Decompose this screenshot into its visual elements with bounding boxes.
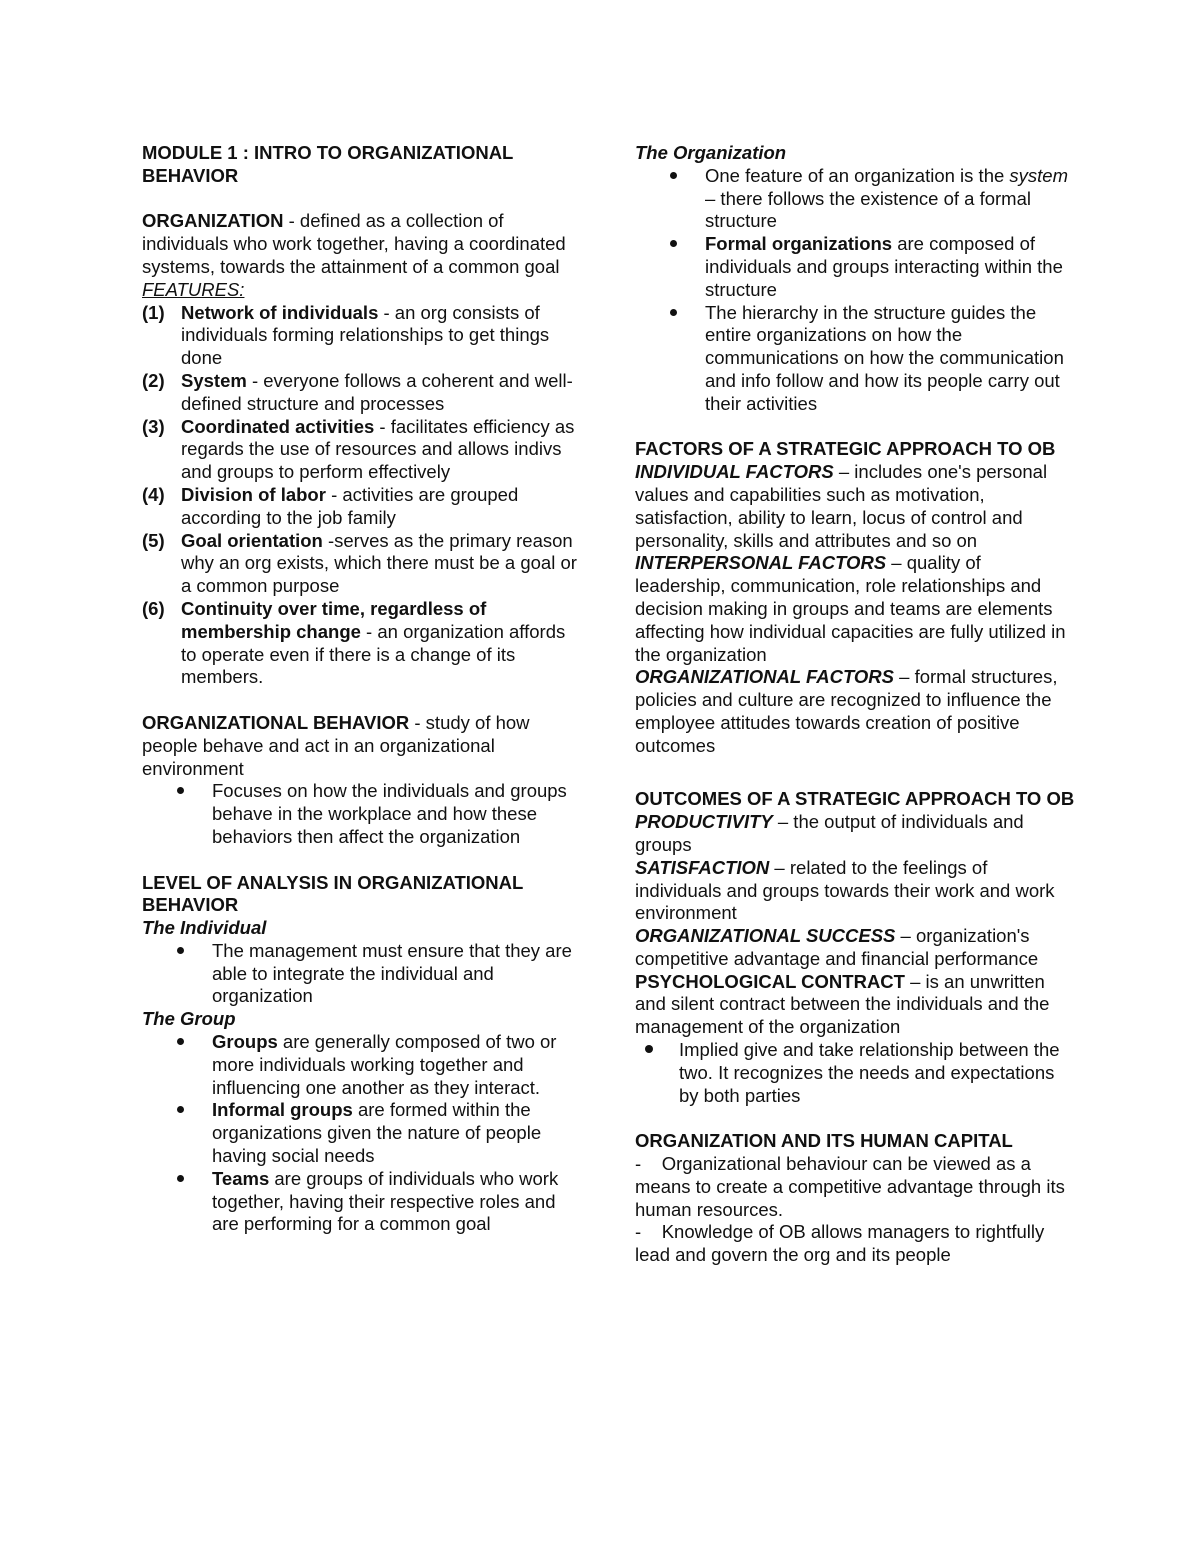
feature-item bbox=[142, 302, 582, 370]
bullet-icon bbox=[177, 1106, 184, 1113]
ob-definition bbox=[142, 712, 582, 780]
bullet-text: are generally composed of two or more individuals working together and influencing one another as they interact. bbox=[212, 1031, 557, 1098]
feature-desc: - activities are grouped according to the job family bbox=[181, 483, 519, 528]
factor-item bbox=[635, 666, 1075, 757]
group-bullets bbox=[142, 1031, 582, 1236]
bullet-term: Teams bbox=[212, 1167, 270, 1189]
list-item bbox=[142, 1168, 582, 1236]
outcome-desc: – related to the feelings of individuals and groups towards their work and work environment bbox=[635, 856, 1055, 924]
bullet-text: The hierarchy in the structure guides the entire organizations on how the communications on how the communication and info follow and how its people carry out their activities bbox=[705, 301, 1064, 414]
organization-definition bbox=[142, 210, 582, 278]
capital-title: ORGANIZATION AND ITS HUMAN CAPITAL bbox=[635, 1130, 1013, 1152]
outcome-item bbox=[635, 857, 1075, 925]
features-label: FEATURES: bbox=[142, 278, 245, 300]
module-title: MODULE 1 : INTRO TO ORGANIZATIONAL BEHAVIOR bbox=[142, 142, 514, 186]
feature-number: (1) bbox=[142, 301, 165, 323]
bullet-text: – there follows the existence of a formal structure bbox=[705, 187, 1031, 232]
list-item bbox=[142, 780, 582, 848]
list-item bbox=[142, 940, 582, 1008]
bullet-icon bbox=[177, 1038, 184, 1045]
feature-number: (5) bbox=[142, 529, 165, 551]
outcome-term: PRODUCTIVITY bbox=[635, 811, 773, 833]
feature-item bbox=[142, 484, 582, 530]
list-item bbox=[142, 1031, 582, 1099]
feature-number: (4) bbox=[142, 483, 165, 505]
outcome-item bbox=[635, 925, 1075, 971]
feature-desc: - everyone follows a coherent and well-defined structure and processes bbox=[181, 369, 573, 414]
factor-item bbox=[635, 552, 1075, 666]
bullet-icon bbox=[645, 1045, 653, 1053]
individual-label: The Individual bbox=[142, 917, 267, 939]
factor-desc: – formal structures, policies and culture are recognized to influence the employee attitudes towards creation of positive outcomes bbox=[635, 666, 1058, 756]
psychological-contract bbox=[635, 971, 1075, 1039]
levels-title: LEVEL OF ANALYSIS IN ORGANIZATIONAL BEHAVIOR bbox=[142, 871, 523, 916]
feature-number: (3) bbox=[142, 415, 165, 437]
bullet-text: Implied give and take relationship between the two. It recognizes the needs and expectations by both parties bbox=[679, 1039, 1060, 1106]
right-column bbox=[635, 142, 1075, 1267]
feature-term: Goal orientation bbox=[181, 529, 323, 551]
group-label: The Group bbox=[142, 1008, 236, 1030]
factor-desc: – quality of leadership, communication, role relationships and decision making in groups and teams are elements affecting how individual capacities are fully utilized in the organization bbox=[635, 552, 1066, 665]
bullet-italic-term: system bbox=[1009, 164, 1069, 186]
feature-term: Continuity over time, regardless of membership change bbox=[181, 597, 487, 642]
bullet-icon bbox=[670, 309, 677, 316]
outcome-desc: – the output of individuals and groups bbox=[635, 811, 1024, 855]
factors-title: FACTORS OF A STRATEGIC APPROACH TO OB bbox=[635, 438, 1056, 460]
list-item bbox=[635, 165, 1075, 233]
feature-desc: -serves as the primary reason why an org exists, which there must be a goal or a common purpose bbox=[181, 529, 577, 597]
organization-def-text: - defined as a collection of individuals who work together, having a coordinated systems, towards the attainment of a common goal bbox=[142, 210, 566, 277]
bullet-text: are composed of individuals and groups interacting within the structure bbox=[705, 233, 1063, 300]
bullet-icon bbox=[177, 787, 184, 794]
bullet-icon bbox=[670, 240, 677, 247]
feature-number: (6) bbox=[142, 597, 165, 619]
bullet-icon bbox=[670, 172, 677, 179]
feature-item bbox=[142, 416, 582, 484]
feature-term: Division of labor bbox=[181, 483, 326, 505]
individual-bullets bbox=[142, 940, 582, 1008]
feature-term: Coordinated activities bbox=[181, 415, 375, 437]
capital-item: - Organizational behaviour can be viewed as a means to create a competitive advantage through its human resources. bbox=[635, 1153, 1071, 1220]
bullet-term: Informal groups bbox=[212, 1099, 353, 1121]
feature-number: (2) bbox=[142, 369, 165, 391]
outcome-term: ORGANIZATIONAL SUCCESS bbox=[635, 925, 896, 947]
feature-item bbox=[142, 370, 582, 416]
list-item bbox=[635, 233, 1075, 301]
organization-term: ORGANIZATION bbox=[142, 210, 284, 232]
capital-item: - Knowledge of OB allows managers to rightfully lead and govern the org and its people bbox=[635, 1221, 1050, 1266]
outcome-item bbox=[635, 811, 1075, 857]
organization-bullets bbox=[635, 165, 1075, 416]
ob-term: ORGANIZATIONAL BEHAVIOR bbox=[142, 711, 410, 733]
feature-item bbox=[142, 530, 582, 598]
bullet-text: The management must ensure that they are able to integrate the individual and organization bbox=[212, 939, 572, 1007]
ob-def-text: - study of how people behave and act in an organizational environment bbox=[142, 711, 530, 779]
feature-desc: - an org consists of individuals forming relationships to get things done bbox=[181, 301, 550, 369]
factor-item bbox=[635, 461, 1075, 552]
outcomes-title: OUTCOMES OF A STRATEGIC APPROACH TO OB bbox=[635, 788, 1075, 810]
bullet-text: are groups of individuals who work together, having their respective roles and are performing for a common goal bbox=[212, 1167, 559, 1235]
psych-term: PSYCHOLOGICAL CONTRACT bbox=[635, 970, 905, 992]
bullet-text: are formed within the organizations given the nature of people having social needs bbox=[212, 1099, 542, 1167]
feature-term: Network of individuals bbox=[181, 301, 379, 323]
bullet-text: One feature of an organization is the bbox=[705, 164, 1010, 186]
psych-desc: – is an unwritten and silent contract between the individuals and the management of the organization bbox=[635, 970, 1050, 1038]
factor-term: INDIVIDUAL FACTORS bbox=[635, 461, 834, 483]
factor-term: INTERPERSONAL FACTORS bbox=[635, 552, 887, 574]
feature-desc: - an organization affords to operate even if there is a change of its members. bbox=[181, 620, 566, 688]
list-item bbox=[635, 1039, 1075, 1107]
bullet-text: Focuses on how the individuals and groups behave in the workplace and how these behaviors then affect the organization bbox=[212, 780, 567, 847]
factor-term: ORGANIZATIONAL FACTORS bbox=[635, 666, 894, 688]
features-list bbox=[142, 302, 582, 690]
bullet-term: Groups bbox=[212, 1031, 278, 1053]
bullet-term: Formal organizations bbox=[705, 233, 893, 255]
outcome-term: SATISFACTION bbox=[635, 856, 770, 878]
left-column bbox=[142, 142, 582, 1236]
organization-label: The Organization bbox=[635, 142, 787, 163]
list-item bbox=[142, 1099, 582, 1167]
ob-bullets bbox=[142, 780, 582, 848]
feature-desc: - facilitates efficiency as regards the use of resources and allows indivs and groups to perform effectively bbox=[181, 415, 575, 483]
list-item bbox=[635, 302, 1075, 416]
bullet-icon bbox=[177, 947, 184, 954]
feature-term: System bbox=[181, 369, 247, 391]
bullet-icon bbox=[177, 1175, 184, 1182]
factor-desc: – includes one's personal values and capabilities such as motivation, satisfaction, ability to learn, locus of control and personality, skills and attributes and so on bbox=[635, 461, 1048, 551]
outcome-desc: – organization's competitive advantage and financial performance bbox=[635, 925, 1039, 969]
feature-item bbox=[142, 598, 582, 689]
